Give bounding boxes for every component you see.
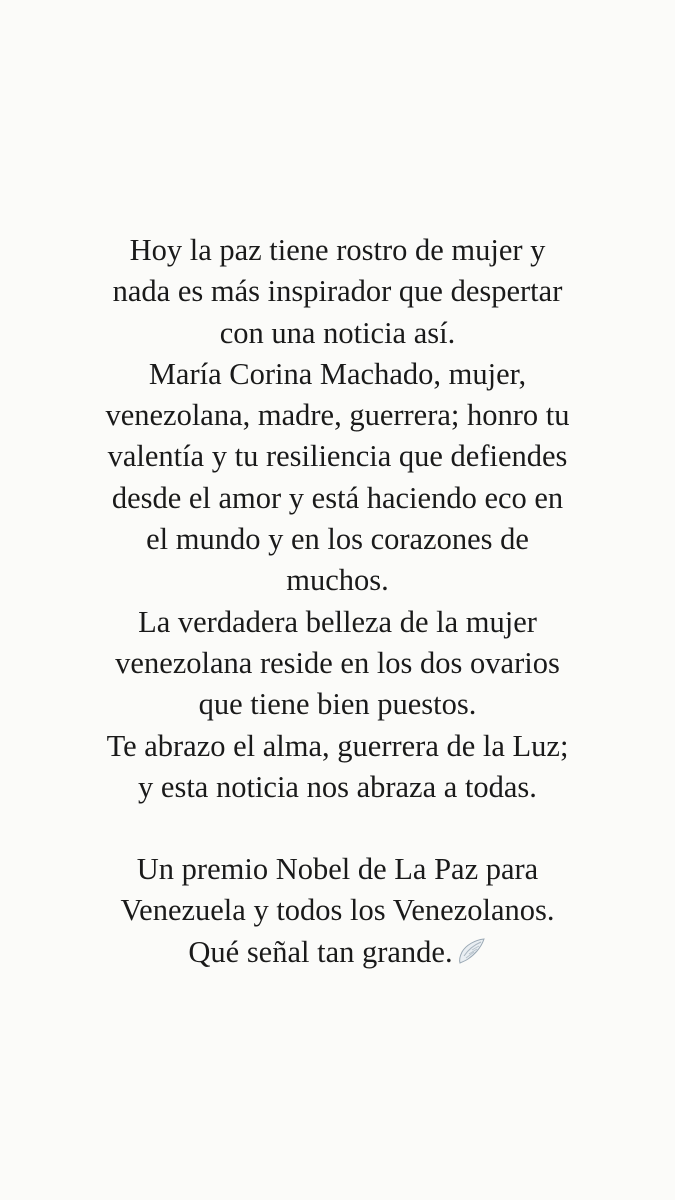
text-line: venezolana, madre, guerrera; honro tu — [105, 398, 570, 433]
text-line-last — [0, 932, 675, 977]
text-line: Un premio Nobel de La Paz para — [136, 852, 539, 887]
text-line: Hoy la paz tiene rostro de mujer y — [129, 233, 546, 267]
text-line: desde el amor y está haciendo eco en — [111, 480, 564, 515]
closing-text: Qué señal tan grande. — [188, 934, 453, 969]
text-line: Venezuela y todos los Venezolanos. — [120, 893, 555, 928]
text-line: venezolana reside en los dos ovarios — [115, 645, 560, 680]
paragraph-spacer — [0, 808, 675, 849]
text-line: y esta noticia nos abraza a todas. — [138, 769, 537, 804]
text-line: el mundo y en los corazones de — [146, 522, 529, 557]
text-line: María Corina Machado, mujer, — [148, 356, 527, 391]
text-line: La verdadera belleza de la mujer — [138, 604, 537, 639]
text-line: nada es más inspirador que despertar — [112, 274, 563, 309]
text-line: Te abrazo el alma, guerrera de la Luz; — [106, 728, 569, 763]
text-line: muchos. — [286, 563, 389, 598]
story-text — [0, 230, 675, 977]
paragraph-tribute — [0, 230, 675, 808]
paragraph-nobel — [0, 849, 675, 977]
wing-icon — [457, 936, 487, 977]
text-line: que tiene bien puestos. — [198, 687, 477, 722]
text-line: valentía y tu resiliencia que defiendes — [107, 439, 568, 474]
text-line: con una noticia así. — [219, 315, 456, 350]
